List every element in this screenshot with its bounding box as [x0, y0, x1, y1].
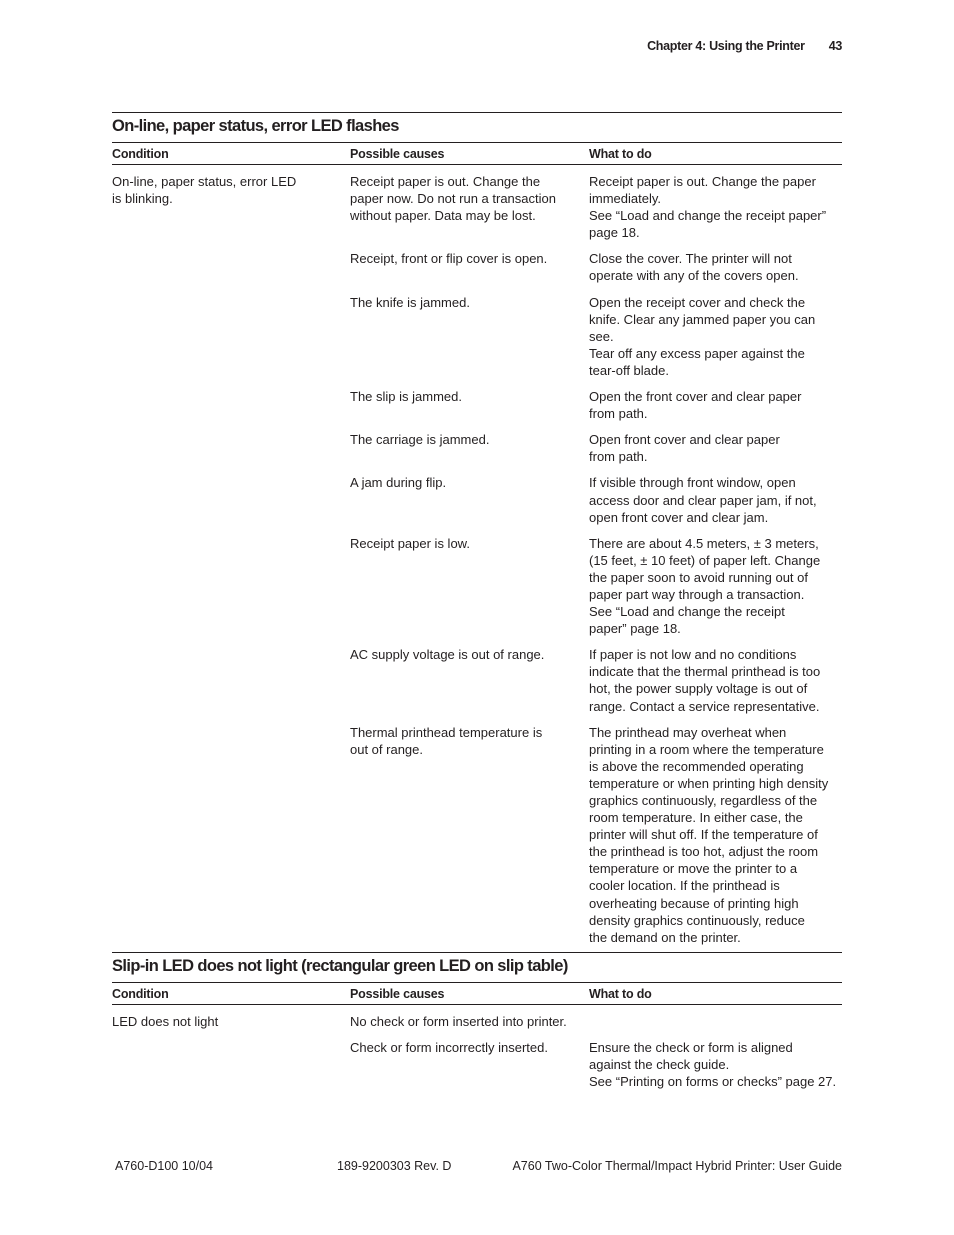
cause-cell: The carriage is jammed. — [350, 432, 490, 448]
column-header-causes: Possible causes — [350, 146, 445, 161]
action-cell: Open the receipt cover and check the knife. Clear any jammed paper you can see. Tear off any excess paper against the tear-off blade. — [589, 294, 816, 378]
cause-cell: No check or form inserted into printer. — [350, 1014, 567, 1029]
cause-cell: Receipt, front or flip cover is open. — [350, 251, 548, 267]
cause-cell: Receipt paper is out. Change the paper now. Do not run a transaction without paper. Data may be lost. — [350, 174, 556, 224]
action-cell: If paper is not low and no conditions indicate that the thermal printhead is too hot, the power supply voltage is out of range. Contact a service representative. — [589, 647, 821, 714]
section-led-flashes — [112, 112, 842, 946]
action-cell — [589, 1013, 842, 1030]
action-cell: The printhead may overheat when printing in a room where the temperature is above the recommended operating temperature or when printing high density graphics continuously, regardless of the room temperature. In either case, the printer will shut off. If the temperature of the printhead is too hot, adjust the room temperature or move the printer to a cooler location. If the printhead is overheating because of printing high density graphics continuously, reduce the demand on the printer. — [589, 724, 829, 945]
action-cell: Open the front cover and clear paper from path. — [589, 389, 802, 422]
condition-cell — [112, 535, 350, 638]
column-header-condition: Condition — [112, 146, 169, 161]
table-header — [112, 982, 842, 1005]
section-title: On-line, paper status, error LED flashes — [112, 117, 399, 135]
table-row — [112, 294, 842, 379]
table-body — [112, 1013, 842, 1090]
table-row — [112, 724, 842, 946]
cause-cell: The knife is jammed. — [350, 294, 470, 310]
condition-cell — [112, 646, 350, 714]
action-cell: Close the cover. The printer will not operate with any of the covers open. — [589, 251, 799, 284]
action-cell: Receipt paper is out. Change the paper immediately. See “Load and change the receipt paper” page 18. — [589, 174, 827, 241]
action-cell: If visible through front window, open access door and clear paper jam, if not, open front cover and clear jam. — [589, 475, 817, 525]
table-row — [112, 1013, 842, 1030]
column-header-condition: Condition — [112, 986, 169, 1001]
action-cell: Open front cover and clear paper from path. — [589, 432, 780, 465]
cause-cell: AC supply voltage is out of range. — [350, 647, 545, 663]
table-body — [112, 173, 842, 946]
condition-cell — [112, 294, 350, 379]
condition-cell — [112, 431, 350, 465]
condition-cell: On-line, paper status, error LED is blinking. — [112, 174, 297, 207]
table-row — [112, 646, 842, 714]
column-header-what-to-do: What to do — [589, 986, 652, 1001]
cause-cell: Receipt paper is low. — [350, 535, 470, 551]
chapter-title: Chapter 4: Using the Printer — [647, 39, 805, 53]
page-number: 43 — [828, 39, 842, 53]
condition-cell — [112, 388, 350, 422]
cause-cell: A jam during flip. — [350, 475, 447, 491]
footer-doc-id: A760-D100 10/04 — [115, 1159, 213, 1173]
footer-guide-title: A760 Two-Color Thermal/Impact Hybrid Printer: User Guide — [512, 1159, 842, 1173]
cause-cell: The slip is jammed. — [350, 389, 462, 405]
condition-cell — [112, 1039, 350, 1090]
column-header-what-to-do: What to do — [589, 146, 652, 161]
cause-cell: Thermal printhead temperature is out of range. — [350, 724, 543, 757]
action-cell: There are about 4.5 meters, ± 3 meters, (15 feet, ± 10 feet) of paper left. Change the paper soon to avoid running out of paper part way through a transaction. See “Load and change the receipt paper” page 18. — [589, 535, 821, 637]
table-row — [112, 173, 842, 241]
table-row — [112, 535, 842, 638]
page-header — [647, 39, 842, 53]
section-title: Slip-in LED does not light (rectangular green LED on slip table) — [112, 957, 568, 975]
table-row — [112, 1039, 842, 1090]
table-row — [112, 250, 842, 284]
cause-cell: Check or form incorrectly inserted. — [350, 1040, 548, 1056]
column-header-causes: Possible causes — [350, 986, 445, 1001]
table-row — [112, 431, 842, 465]
footer-part-number: 189-9200303 Rev. D — [337, 1159, 452, 1173]
condition-cell — [112, 474, 350, 525]
table-header — [112, 142, 842, 165]
action-cell: Ensure the check or form is aligned against the check guide. See “Printing on forms or checks” page 27. — [589, 1040, 837, 1090]
condition-cell — [112, 724, 350, 946]
condition-cell — [112, 250, 350, 284]
section-slip-in-led — [112, 952, 842, 1090]
table-row — [112, 474, 842, 525]
table-row — [112, 388, 842, 422]
condition-cell: LED does not light — [112, 1014, 219, 1029]
